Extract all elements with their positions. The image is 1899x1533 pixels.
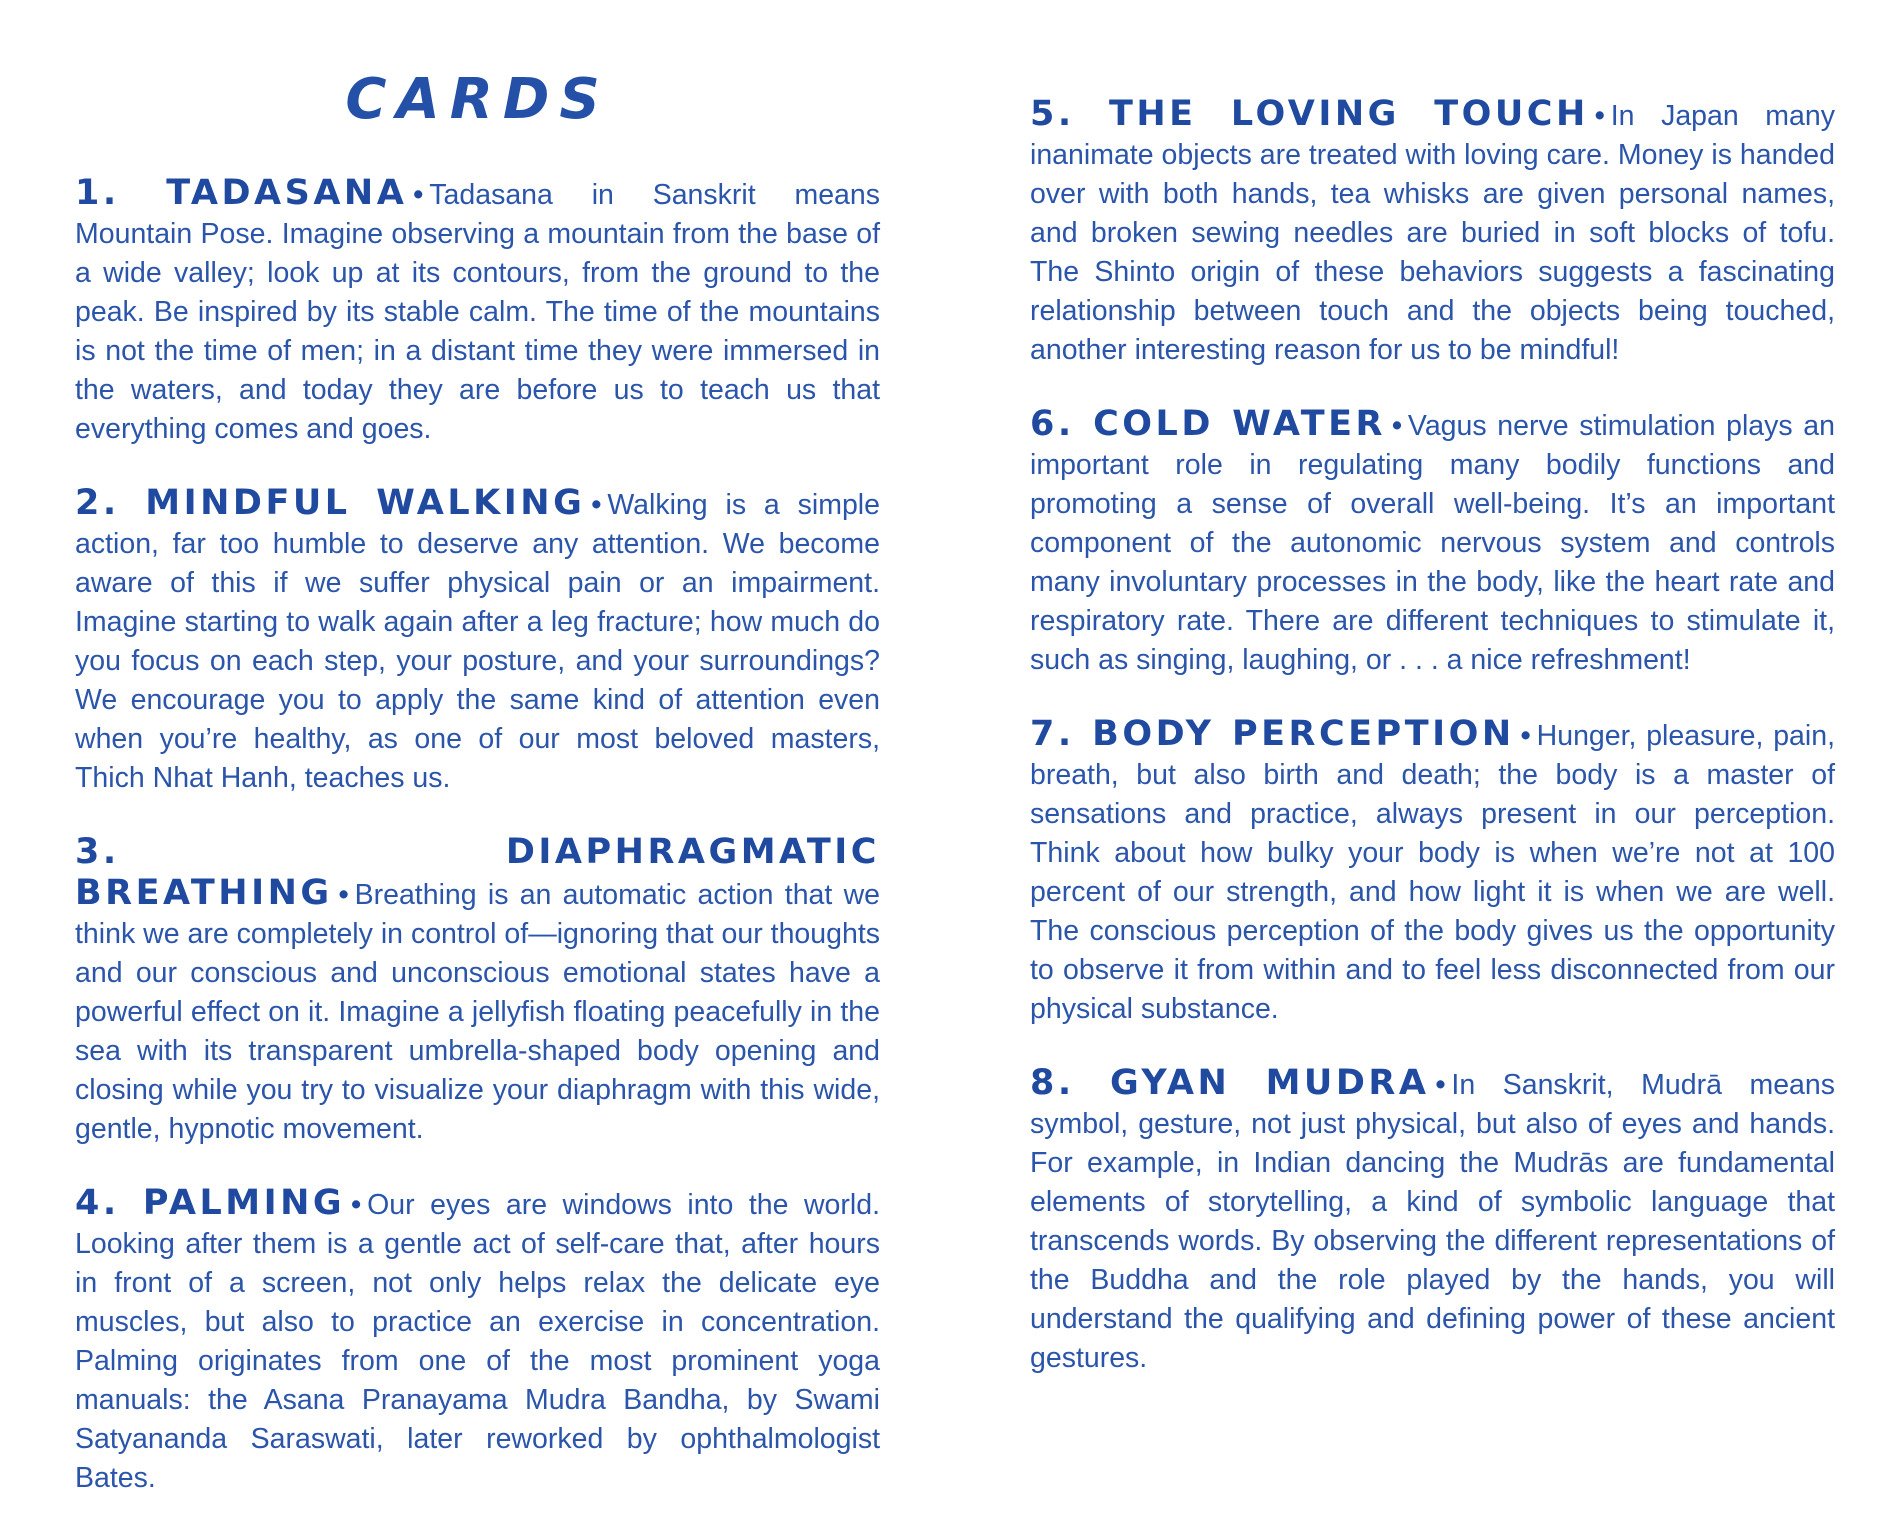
card-title: 6. COLD WATER: [1030, 404, 1386, 444]
card-title: 7. BODY PERCEPTION: [1030, 714, 1515, 754]
bullet-separator: •: [1435, 1069, 1446, 1101]
card-tadasana: [75, 174, 880, 449]
card-palming: [75, 1184, 880, 1498]
bullet-separator: •: [1594, 100, 1605, 132]
card-diaphragmatic-breathing: [75, 833, 880, 1149]
card-description: Our eyes are windows into the world. Looking after them is a gentle act of self-care that, after hours in front of a screen, not only helps relax the delicate eye muscles, but also to practice an exercise in concentration. Palming originates from one of the most prominent yoga manuals: the Asana Pranayama Mudra Bandha, by Swami Satyananda Saraswati, later reworked by ophthalmologist Bates.: [75, 1189, 880, 1494]
bullet-separator: •: [351, 1189, 362, 1221]
card-description: Tadasana in Sanskrit means Mountain Pose. Imagine observing a mountain from the base of a wide valley; look up at its contours, from the ground to the peak. Be inspired by its stable calm. The time of the mountains is not the time of men; in a distant time they were immersed in the waters, and today they are before us to teach us that everything comes and goes.: [75, 179, 880, 445]
card-title: 4. PALMING: [75, 1183, 346, 1223]
card-title: 3. DIAPHRAGMATIC BREATHING: [75, 832, 880, 913]
card-gyan-mudra: [1030, 1064, 1835, 1378]
card-description: Walking is a simple action, far too humble to deserve any attention. We become aware of this if we suffer physical pain or an impairment. Imagine starting to walk again after a leg fracture; how much do you focus on each step, your posture, and your surroundings? We encourage you to apply the same kind of attention even when you’re healthy, as one of our most beloved masters, Thich Nhat Hanh, teaches us.: [75, 489, 880, 794]
card-description: Breathing is an automatic action that we think we are completely in control of—ignoring that our thoughts and our conscious and unconscious emotional states have a powerful effect on it. Imagine a jellyfish floating peacefully in the sea with its transparent umbrella-shaped body opening and closing while you try to visualize your diaphragm with this wide, gentle, hypnotic movement.: [75, 879, 880, 1145]
bullet-separator: •: [1520, 720, 1531, 752]
card-loving-touch: [1030, 95, 1835, 370]
card-description: Vagus nerve stimulation plays an important role in regulating many bodily functions and promoting a sense of overall well-being. It’s an important component of the autonomic nervous system and controls many involuntary processes in the body, like the heart rate and respiratory rate. There are different techniques to stimulate it, such as singing, laughing, or . . . a nice refreshment!: [1030, 410, 1835, 676]
right-column: [1030, 95, 1835, 1413]
card-title: 5. THE LOVING TOUCH: [1030, 94, 1589, 134]
card-description: In Japan many inanimate objects are treated with loving care. Money is handed over with both hands, tea whisks are given personal names, and broken sewing needles are buried in soft blocks of tofu. The Shinto origin of these behaviors suggests a fascinating relationship between touch and the objects being touched, another interesting reason for us to be mindful!: [1030, 100, 1835, 366]
bullet-separator: •: [591, 489, 602, 521]
bullet-separator: •: [413, 179, 424, 211]
card-description: In Sanskrit, Mudrā means symbol, gesture, not just physical, but also of eyes and hands. For example, in Indian dancing the Mudrās are fundamental elements of storytelling, a kind of symbolic language that transcends words. By observing the different representations of the Buddha and the role played by the hands, you will understand the qualifying and defining power of these ancient gestures.: [1030, 1069, 1835, 1374]
card-description: Hunger, pleasure, pain, breath, but also birth and death; the body is a master of sensations and practice, always present in our perception. Think about how bulky your body is when we’re not at 100 percent of our strength, and how light it is when we are well. The conscious perception of the body gives us the opportunity to observe it from within and to feel less disconnected from our physical substance.: [1030, 720, 1835, 1025]
card-title: 8. GYAN MUDRA: [1030, 1063, 1430, 1103]
bullet-separator: •: [1391, 410, 1402, 442]
left-column: [75, 174, 880, 1533]
card-title: 1. TADASANA: [75, 173, 408, 213]
card-cold-water: [1030, 405, 1835, 680]
card-title: 2. MINDFUL WALKING: [75, 483, 586, 523]
bullet-separator: •: [338, 879, 349, 911]
card-mindful-walking: [75, 484, 880, 798]
card-body-perception: [1030, 715, 1835, 1029]
page-title: CARDS: [345, 67, 610, 132]
